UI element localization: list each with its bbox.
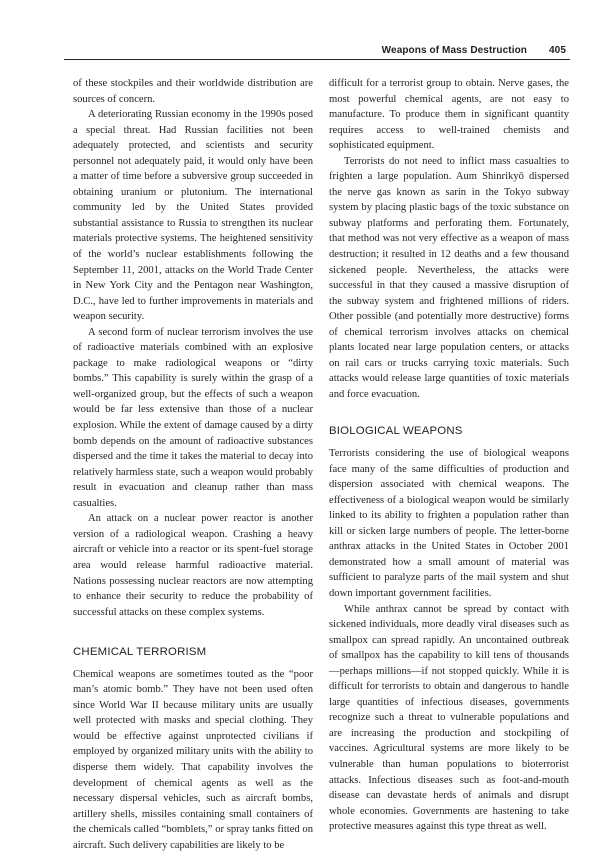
paragraph: Terrorists considering the use of biological weapons face many of the same difficulties of production and dispersion associated with chemical weapons. The effectiveness of a biological weapon would be similarly linked to its ability to frighten a population rather than kill or sicken large numbers of people. The letter-borne anthrax attacks in the United States in October 2001 demonstrated how a small amount of material was sufficient to paralyze parts of the mail system and shut down important government facilities. — [329, 448, 569, 599]
section-heading-biological-weapons: BIOLOGICAL WEAPONS — [329, 425, 463, 438]
paragraph: A second form of nuclear terrorism involves the use of radioactive materials combined with an explosive package to make radiological weapons or “dirty bombs.” This capability is surely within the grasp of a well-organized group, but the effects of such a weapon would be far less extensive than those of a nuclear explosion. While the extent of damage caused by a dirty bomb depends on the amount of radioactive substances dispersed and the time it takes the material to decay into relatively harmless state, such a weapon would probably result in evacuation and cleanup rather than mass casualties. — [73, 326, 313, 509]
paragraph: A deteriorating Russian economy in the 1990s posed a special threat. Had Russian facilities not been adequately protected, and scientists and security personnel not adequately paid, it would only have been a matter of time before a subversive group succeeded in obtaining uranium or plutonium. The international community led by the United States provided substantial assistance to Russia to strengthen its nuclear materials protective systems. The heightened sensitivity of the world’s nuclear establishments following the September 11, 2001, attacks on the World Trade Center in New York City and the Pentagon near Washington, D.C., have led to further improvements in materials and weapon security. — [73, 109, 313, 323]
paragraph: Chemical weapons are sometimes touted as the “poor man’s atomic bomb.” They have not been used often since World War II because military units are usually well protected with masks and special clothing. They would be effective against unprotected civilians if employed by organized military units with the ability to disperse them widely. That capability involves the development of chemical agents as well as the necessary dispersal vehicles, such as aircraft bombs, artillery shells, missiles containing small containers of the chemicals called “bomblets,” or spray tanks fitted on aircraft. Such delivery capabilities are likely to be — [73, 668, 313, 851]
running-head-title: Weapons of Mass Destruction — [381, 45, 527, 56]
running-head — [382, 45, 566, 56]
paragraph: An attack on a nuclear power reactor is another version of a radiological weapon. Crashing a heavy aircraft or vehicle into a reactor or its spent-fuel storage area would release harmful radioactive material. Nations possessing nuclear reactors are now attempting to enhance their security to reduce the probability of successful attacks on these complex systems. — [73, 513, 313, 618]
section-heading-chemical-terrorism: CHEMICAL TERRORISM — [73, 646, 207, 659]
paragraph: Terrorists do not need to inflict mass casualties to frighten a large population. Aum Shinrikyō dispersed the nerve gas known as sarin in the Tokyo subway system by placing plastic bags of the toxic substance on subway platforms and perforating them. Fortunately, that method was not very effective as a weapon of mass destruction; it resulted in 12 deaths and a few thousand sickened people. Nevertheless, the attacks were successful in that they caused a massive disruption of the subway system and frightened millions of riders. Other possible (and potentially more destructive) forms of chemical terrorism involves attacks on chemical plants located near large population centers, or attacks on rail cars or trucks carrying toxic materials. Such attacks would release large quantities of toxic materials and force evacuation. — [329, 155, 569, 400]
page-number: 405 — [549, 45, 566, 56]
left-column — [73, 76, 313, 853]
paragraph: difficult for a terrorist group to obtain. Nerve gases, the most powerful chemical agents, are not easy to manufacture. To produce them in significant quantity requires access to well-trained chemists and sophisticated equipment. — [329, 78, 569, 152]
header-rule — [64, 59, 570, 60]
paragraph: of these stockpiles and their worldwide distribution are sources of concern. — [73, 78, 313, 105]
paragraph: While anthrax cannot be spread by contact with sickened individuals, more deadly viral diseases such as smallpox can spread rapidly. An uncontained outbreak of smallpox has the capability to kill tens of thousands—perhaps millions—if not stopped quickly. While it is difficult for terrorists to obtain and dangerous to handle large quantities of infectious diseases, governments recognize such a threat to vulnerable populations and are increasing the production and stockpiling of vaccines. Agricultural systems are more likely to be vulnerable than human populations to bioterrorist attacks. Infectious diseases such as foot-and-mouth disease can devastate herds of animals and disrupt whole economies. Governments are hastening to take protective measures against this type threat as well. — [329, 603, 569, 833]
right-column — [329, 76, 569, 835]
